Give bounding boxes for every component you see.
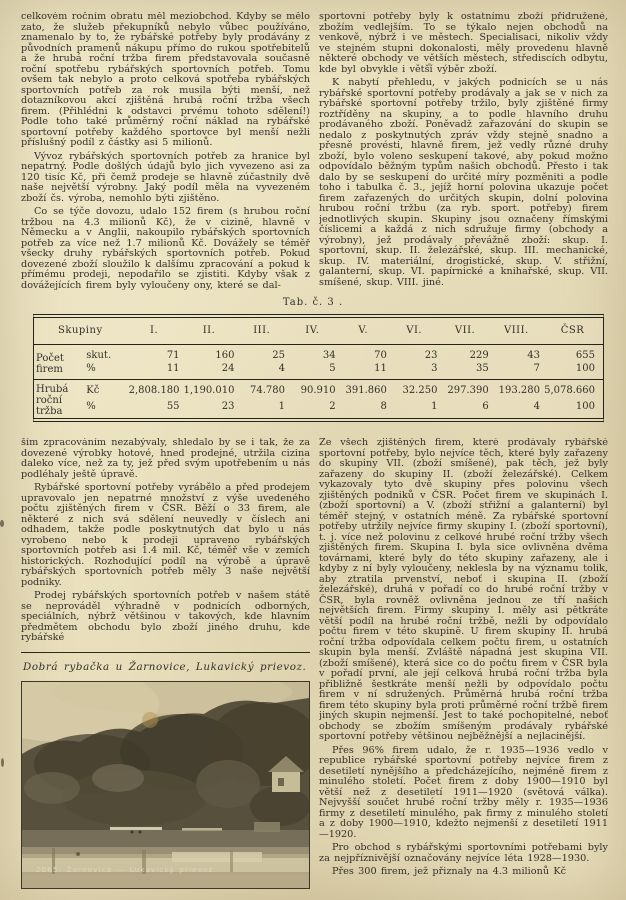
paragraph: Přes 300 firem, jež přiznaly na 4.3 milionů Kč [332,866,567,877]
table-row [34,398,603,418]
table-cell: 70 [374,350,387,361]
paragraph: K nabytí přehledu, v jakých podnicích se u nás rybářské sportovní potřeby prodávaly a jak se v nich za rybářské sportovní potřeby tržilo, byly zjištěné firmy roztříděny na skupiny, a to podle hlavního druhu prodávaného zboží. Poněvadž zařazování do skupin se nedalo z poskytnutých zpráv vždy stejně snadno a přesně provésti, hlavně firem, jež vedly různé druhy zboží, bylo voleno seskupení takové, aby pokud možno odpovídalo běžným typům našich obchodů. Přesto i tak dalo by se seskupení do určité míry pozměniti a podle toho i tabulka č. 3., jejíž horní polovina ukazuje počet firem zařazených do určitých skupin, dolní polovina hrubou roční tržbu (za ryb. sport. potřeby) firem jednotlivých skupin. Skupiny jsou označeny římskými číslicemi a každá z nich sdružuje firmy (obchody a výrobny), jež prodávaly převážně zboží: skup. I. sportovní, skup. II. železářské, skup. III. mechanické, skup. IV. materiální, drogistické, skup. V. střižní, galanterní, skup. VI. papírnické a knihařské, skup. VII. smíšené, skup. VIII. jiné. [319,77,608,288]
column-bottom-right [319,438,608,900]
unit-cell: Kč [84,380,126,399]
table-header-cell: VI. [389,318,440,345]
riverside-photograph [21,681,310,889]
table-cell: 655 [575,350,595,361]
table-cell: 1,190.010 [182,380,237,399]
table-header-cell: V. [338,318,389,345]
table-cell: 4 [533,400,540,412]
table-cell: 35 [475,363,489,374]
paragraph: Přes 96% firem udalo, že r. 1935—1936 vedlo v republice rybářské sportovní potřeby nejvíce firem z desetiletí nynějšího a předcházejícího, nejméně firem z minulého století. Počet firem z doby 1900—1910 byl větší než z desetiletí 1911—1920 (světová válka). Nejvyšší součet hrubé roční tržby měly r. 1935—1936 firmy z desetiletí minulého, pak firmy z minulého století a z doby 1900—1910, kdežto nejmenší z desetiletí 1911—1920. [319,744,608,840]
table-cell: 160 [215,350,235,361]
stain-mark [142,712,158,728]
paragraph: Co se týče dovozu, udalo 152 firem (s hrubou roční tržbou na 4.3 milionů Kč), že v cizině, hlavně v Německu a v Anglii, nakoupilo rybářských sportovních potřeb za více než 1.7 milionů Kč. Dovážely se téměř všecky druhy rybářských sportovních potřeb. Pokud dovezené zboží sloužilo k dalšímu zpracování a pokud k přímému prodeji, nepodařilo se zjistiti. Kdyby však z dovážejících firem byly vyloučeny ony, které se dal- [21,206,310,291]
table-cell: 5 [329,363,336,374]
table-cell: 100 [575,363,595,374]
table-cell: 24 [221,363,235,374]
table-header-cell: VII. [439,318,490,345]
table-header-cell: IV. [287,318,338,345]
caption-divider-rule [21,652,310,654]
table-header-cell: ČSR [542,318,603,345]
paragraph: Pro obchod s rybářskými sportovními potřebami byly za nejpříznivější označovány nejvíce léta 1928—1930. [319,842,608,864]
table-header-cell: III. [236,318,287,345]
row-group-label: Hrubá roční tržba [34,380,84,419]
paragraph: Prodej rybářských sportovních potřeb v našem státě se neprováděl výhradně v podnicích odborných, speciálních, nýbrž většinou v takových, kde hlavním předmětem obchodu bylo zboží jiného druhu, kde rybářské [21,590,310,643]
table-cell: 34 [322,350,336,361]
table-cell: 23 [424,350,438,361]
table-header-row [34,318,603,345]
row-group-label: Počet firem [36,353,64,375]
table-cell: 1 [431,400,438,412]
table-cell: 2,808.180 [127,380,182,399]
column-top-right [319,12,608,310]
table-header-cell: II. [182,318,237,345]
table-row [34,345,603,363]
scan-speck [428,63,431,66]
table-cell: 11 [166,363,180,374]
table-header-cell: I. [127,318,182,345]
table-cell: 43 [527,350,540,361]
table-cell: 7 [533,363,540,374]
table-cell: 71 [166,350,180,361]
paragraph: Vývoz rybářských sportovních potřeb za hranice byl nepatrný. Podle došlých údajů bylo jich vyvezeno asi za 120 tisíc Kč, při čemž prodeje se hlavně zúčastnily dvě naše největší výrobny. Jaký podíl měla na vyvezeném zboží čs. výroba, nemohlo býti zjištěno. [21,150,310,204]
unit-cell: skut. [86,350,112,361]
paragraph: celkovém ročním obratu měl meziobchod. Kdyby se mělo zato, že služeb překupníků nebylo vůbec používáno, znamenalo by to, že rybářské potřeby byly prodávány z původních pramenů nákupu přímo do rukou spotřebitelů a že hrubá roční tržba firem představovala současně roční spotřebu rybářských sportovních potřeb. Tomu ovšem tak nebylo a proto celková spotřeba rybářských sportovních potřeb za rok musila býti menší, než dotazníkovou akcí zjištěná hrubá roční tržba všech firem. (Přihlédni k odstavci prvému tohoto sdělení!) Podle toho také průměrný roční náklad na rybářské sportovní potřeby každého sportovce byl menší nežli příslušný podíl z částky asi 5 milionů. [21,12,310,148]
table-row [34,380,603,399]
table-cell: 193.280 [491,380,542,399]
paragraph: Rybářské sportovní potřeby vyrábělo a před prodejem upravovalo jen nepatrné množství z výše uvedeného počtu zjištěných firem v ČSR. Běží o 33 firem, ale některé z nich svá sdělení neuvedly v číslech ani odhadem, takže podle poskytnutých dat bylo u nás vyrobeno nebo k prodeji upraveno rybářských sportovních potřeb asi 1.4 mil. Kč, téměř vše v zemích historických. Rozhodující podíl na výrobě a úpravě rybářských sportovních potřeb měly 3 naše největší podniky. [21,482,310,588]
table-cell: 100 [575,400,595,412]
statistics-table-frame [33,314,604,422]
table-cell: 32.250 [389,380,440,399]
paragraph: ším zpracováním nezabývaly, shledalo by se i tak, že za dovezené výrobky hotové, hned prodejné, utržila cizina daleko více, než za ty, jež před svým upotřebením u nás podléhaly ještě úpravě. [21,438,310,480]
paragraph: Ze všech zjištěných firem, které prodávaly rybářské sportovní potřeby, bylo nejvíce těch, které byly zařazeny do skupiny VII. (zboží smíšené), pak těch, jež byly zařazeny do skupiny II. (zboží železářské). Celkem vykazovaly tyto dvě skupiny přes polovinu všech zjištěných podniků v ČSR. Počet firem ve skupinách I. (zboží sportovní) a V. (zboží střižní a galanterní) byl téměř stejný, v ostatních méně. Za rybářské sportovní potřeby utržily nejvíce firmy skupiny I. (zboží sportovní), t. j. více než polovinu z celkové hrubé roční tržby všech zjištěných firem. Skupina I. byla sice ovlivněna dvěma továrnami, které byly do této skupiny zařazeny, ale i kdyby z ní byly vyloučeny, neklesla by na významu tolik, aby ztratila prvenství, neboť i skupina II. (zboží železářské), druhá v pořadí co do hrubé roční tržby v ČSR, byla rovněž ovlivněna jednou ze tří našich největších firem. Firmy skupiny I. měly asi pětkráte větší podíl na hrubé roční tržbě, nežli by odpovídalo počtu firem v této skupině. U firem skupiny II. hrubá roční tržba odpovídala celkem počtu firem, u ostatních skupin byla menší. Zvláště nápadná jest skupina VII. (zboží smíšené), která sice co do počtu firem v ČSR byla v pořadí první, ale její celková hrubá roční tržba byla přibližně šestkráte menší nežli by odpovídalo počtu firem v ní sdružených. Průměrná hrubá roční tržba firem této skupiny byla proti průměrné roční tržbě firem jiných skupin nejmenší. Jest to také pochopitelné, neboť obchody se zbožím smíšeným prodávaly rybářské sportovní potřeby většinou nejběžnější a nejlacinější. [319,438,608,742]
table-header-cell: Skupiny [34,318,127,345]
statistics-table [34,318,603,418]
table-header-cell: VIII. [491,318,542,345]
table-cell: 391.860 [338,380,389,399]
table-label: Tab. č. 3 . [282,297,344,308]
column-bottom-left [21,438,310,900]
table-cell: 3 [431,363,438,374]
table-cell: 1 [278,400,286,412]
column-top-left [21,12,310,300]
table-cell: 23 [221,400,235,412]
table-cell: 2 [329,400,336,412]
table-cell: 25 [272,350,286,361]
paragraph: sportovní potřeby byly k ostatnímu zboží přidružené, zbožím vedlejším. To se týkalo nejen obchodů na venkově, nýbrž i ve městech. Specialisaci, nikoliv vždy ve stejném stupni dokonalosti, měly provedenu hlavně některé obchody ve větších městech, střediscích odbytu, kde byl obvykle i větší výběr zboží. [319,12,608,75]
table-cell: 55 [166,400,180,412]
scan-speck [0,520,4,527]
table-cell: 4 [278,363,286,374]
photo-inner-caption: 2065. Žarnovica — Lukavický prievoz [36,865,214,874]
unit-cell: % [86,400,96,412]
table-cell: 6 [482,400,489,412]
table-cell: 8 [380,400,387,412]
table-cell: 74.780 [236,380,287,399]
table-cell: 297.390 [439,380,490,399]
ferry-landing [110,827,162,830]
scan-speck [1,758,4,767]
table-cell: 11 [374,363,387,374]
photo-caption: Dobrá rybačka u Žarnovice, Lukavický prievoz. [23,661,307,673]
table-cell: 90.910 [287,380,338,399]
table-cell: 5,078.660 [542,380,603,399]
table-row [34,362,603,380]
unit-cell: % [86,363,96,374]
table-cell: 229 [469,350,489,361]
